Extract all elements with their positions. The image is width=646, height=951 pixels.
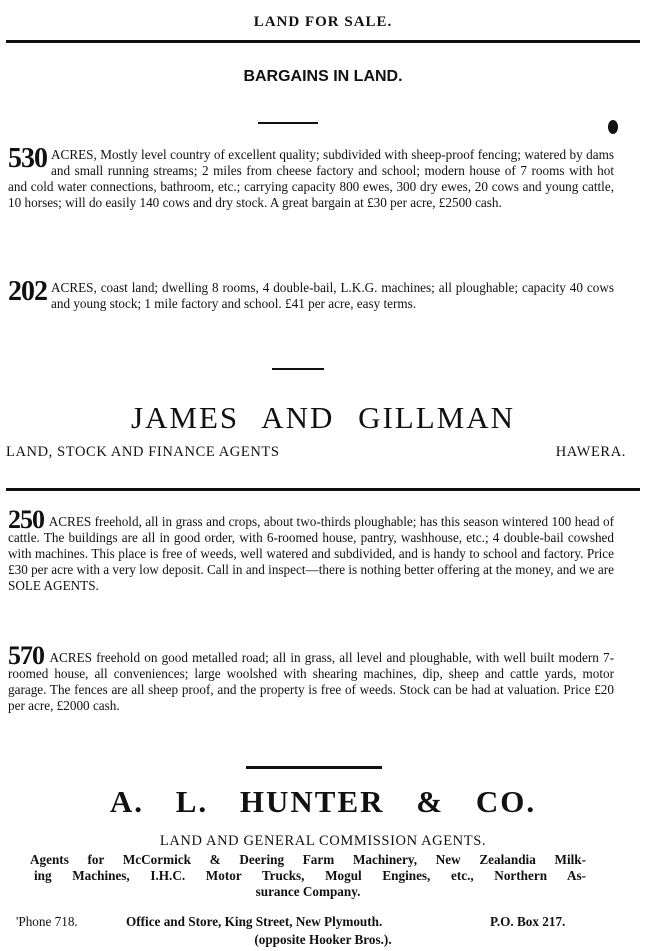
- listing-text: ACRES, coast land; dwelling 8 rooms, 4 double-bail, L.K.G. machines; all ploughable; capacity 40 cows and young stock; 1 mile factory and school. £41 per acre, easy terms.: [51, 280, 614, 311]
- hunter-office-address: Office and Store, King Street, New Plymouth.: [126, 914, 383, 929]
- hunter-divider: [246, 766, 382, 769]
- listing-202: [8, 276, 614, 312]
- listing-number: 202: [8, 276, 47, 307]
- listing-570: [8, 641, 614, 714]
- firm-divider: [272, 368, 324, 370]
- hunter-firm-name: A. L. HUNTER & CO.: [109, 784, 537, 819]
- listing-text: ACRES freehold, all in grass and crops, about two-thirds ploughable; has this season wintered 100 head of cattle. The buildings are all in good order, with 6-roomed house, pantry, washhouse, etc.; 4 double-bail cowshed with machines. This place is free of weeds, well watered and subdivided, and is handy to school and factory. Price £30 per acre with a very low deposit. Call in and inspect—there is nothing better offering at the money, and we are SOLE AGENTS.: [8, 514, 614, 593]
- listing-text: ACRES, Mostly level country of excellent quality; subdivided with sheep-proof fencing; watered by dams and small running streams; 2 miles from cheese factory and school; modern house of 7 rooms with hot and cold water connections, bathroom, etc.; carrying capacity 800 ewes, 300 dry ewes, 20 cows and young cattle, 10 horses; will do easily 140 cows and dry stock. A great bargain at £30 per acre, £2500 cash.: [8, 147, 614, 210]
- firm-name: JAMES AND GILLMAN: [130, 400, 516, 435]
- hunter-phone: 'Phone 718.: [16, 914, 78, 929]
- heading-divider: [258, 122, 318, 124]
- firm-town: HAWERA.: [555, 444, 626, 460]
- listing-text: ACRES freehold on good metalled road; all in grass, all level and ploughable, with well built modern 7-roomed house, all conveniences; large woolshed with shearing machines, dip, sheep and cattle yards, motor garage. The fences are all sheep proof, and the property is free of weeds. Stock can be had at valuation. Price £20 per acre, £2000 cash.: [8, 650, 614, 713]
- listing-number: 530: [8, 143, 47, 174]
- ink-blot: [608, 120, 618, 134]
- agents-line: ing Machines, I.H.C. Motor Trucks, Mogul Engines, etc., Northern As-: [34, 868, 586, 883]
- listing-250: [8, 505, 614, 594]
- firm-description: LAND, STOCK AND FINANCE AGENTS: [6, 444, 280, 460]
- firm-rule: [6, 488, 640, 491]
- hunter-description: LAND AND GENERAL COMMISSION AGENTS.: [159, 833, 487, 849]
- section-heading: BARGAINS IN LAND.: [243, 68, 403, 85]
- hunter-agents-block: [30, 852, 586, 900]
- listing-530: [8, 143, 614, 211]
- agents-line: Agents for McCormick & Deering Farm Machinery, New Zealandia Milk-: [30, 852, 586, 867]
- listing-number: 570: [8, 641, 44, 670]
- hunter-po-box: P.O. Box 217.: [490, 914, 566, 929]
- agents-line: surance Company.: [255, 884, 361, 899]
- page-header-title: LAND FOR SALE.: [253, 14, 393, 30]
- hunter-landmark: (opposite Hooker Bros.).: [254, 932, 392, 947]
- listing-number: 250: [8, 505, 44, 534]
- header-rule: [6, 40, 640, 43]
